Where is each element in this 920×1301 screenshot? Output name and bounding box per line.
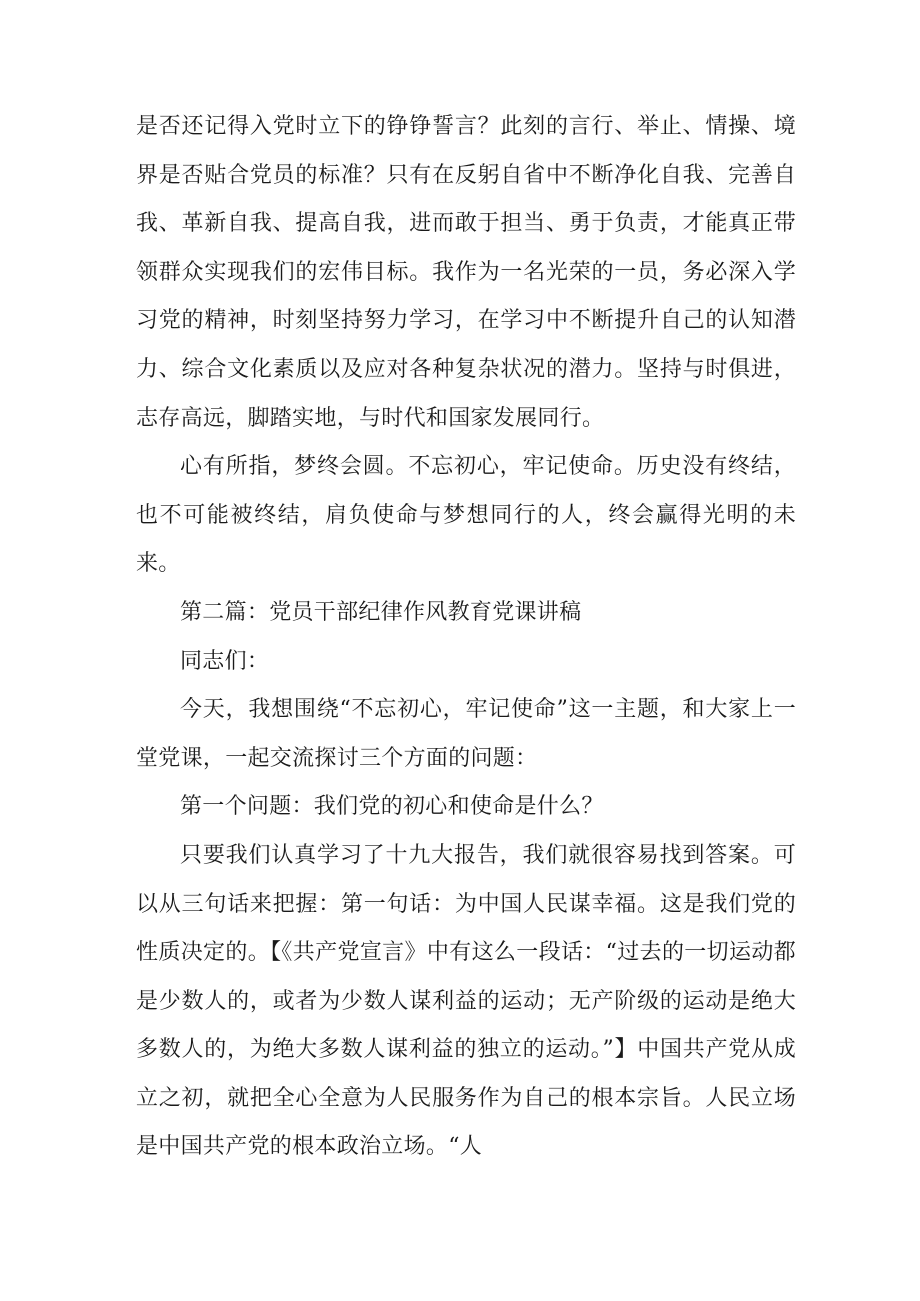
document-page (136, 103, 796, 1172)
paragraph-intro: 今天，我想围绕“不忘初心，牢记使命”这一主题，和大家上一堂党课，一起交流探讨三个方面的问题： (136, 697, 796, 771)
paragraph-2: 心有所指，梦终会圆。不忘初心，牢记使命。历史没有终结，也不可能被终结，肩负使命与梦想同行的人，终会赢得光明的未来。 (136, 454, 796, 577)
paragraph-answer: 只要我们认真学习了十九大报告，我们就很容易找到答案。可以从三句话来把握：第一句话：为中国人民谋幸福。这是我们党的性质决定的。【《共产党宣言》中有这么一段话：“过去的一切运动都是少数人的，或者为少数人谋利益的运动；无产阶级的运动是绝大多数人的，为绝大多数人谋利益的独立的运动。”】中国共产党从成立之初，就把全心全意为人民服务作为自己的根本宗旨。人民立场是中国共产党的根本政治立场。“人 (136, 842, 796, 1160)
question-heading: 第一个问题：我们党的初心和使命是什么？ (180, 794, 604, 820)
salutation: 同志们： (180, 648, 270, 674)
paragraph-1: 是否还记得入党时立下的铮铮誓言？此刻的言行、举止、情操、境界是否贴合党员的标准？只有在反躬自省中不断净化自我、完善自我、革新自我、提高自我，进而敢于担当、勇于负责，才能真正带领群众实现我们的宏伟目标。我作为一名光荣的一员，务必深入学习党的精神，时刻坚持努力学习，在学习中不断提升自己的认知潜力、综合文化素质以及应对各种复杂状况的潜力。坚持与时俱进，志存高远，脚踏实地，与时代和国家发展同行。 (136, 114, 796, 431)
section-heading: 第二篇：党员干部纪律作风教育党课讲稿 (180, 599, 582, 625)
